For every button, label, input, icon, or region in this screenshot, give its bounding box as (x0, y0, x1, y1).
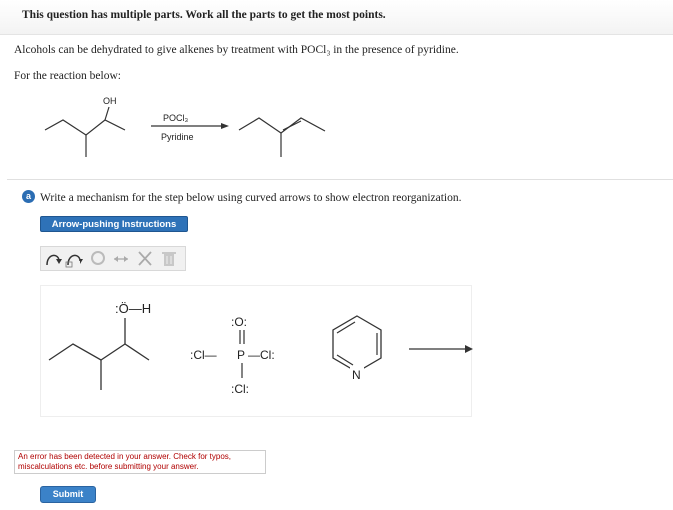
mechanism-arrowhead (465, 345, 473, 353)
half-arrow-tool-icon[interactable] (65, 249, 85, 268)
part-badge: a (22, 190, 35, 203)
submit-button[interactable]: Submit (40, 486, 96, 503)
part-instruction: Write a mechanism for the step below using curved arrows to show electron reorganization. (40, 192, 462, 204)
phosphorus-label: P (237, 348, 246, 362)
pyridine-double-3 (337, 355, 353, 365)
reaction-drawing (43, 93, 328, 163)
chlorine-bottom-label: :Cl: (231, 382, 249, 396)
curved-arrow-tool-icon[interactable] (44, 249, 64, 268)
pyridine-ring (333, 316, 381, 372)
mechanism-toolbar (40, 246, 186, 271)
reactant-chain (45, 120, 125, 135)
alcohol-chain (49, 344, 149, 360)
lasso-tool-icon[interactable] (88, 249, 108, 268)
reaction-arrowhead (221, 123, 229, 129)
oh-bond (105, 107, 109, 120)
section-divider (7, 179, 673, 180)
reagent-pyridine: Pyridine (161, 132, 194, 142)
error-message: An error has been detected in your answer. Check for typos, miscalculations etc. before submitting your answer. (14, 450, 266, 474)
nitrogen-label: N (352, 368, 361, 382)
intro-text: Alcohols can be dehydrated to give alkenes by treatment with POCl₃ in the presence of pyridine. (14, 44, 459, 56)
chlorine-right-label: —Cl: (248, 348, 275, 362)
question-header: This question has multiple parts. Work all the parts to get the most points. (22, 9, 386, 21)
hydroxyl-label: :Ö—H (115, 301, 152, 316)
product-chain (239, 118, 325, 133)
oh-label: OH (103, 96, 117, 106)
page-header (0, 0, 673, 35)
arrow-pushing-instructions-button[interactable]: Arrow-pushing Instructions (40, 216, 188, 232)
trash-tool-icon[interactable] (159, 249, 179, 268)
reaction-scheme (43, 93, 328, 163)
pyridine-double-1 (337, 322, 355, 333)
mechanism-drawing (41, 286, 473, 418)
product-double-bond (283, 121, 301, 130)
erase-tool-icon[interactable] (135, 249, 155, 268)
reagent-pocl3: POCl₃ (163, 113, 189, 123)
mechanism-canvas[interactable] (40, 285, 472, 417)
resonance-arrow-tool-icon[interactable] (111, 249, 131, 268)
oxygen-double-label: :O: (231, 315, 248, 329)
chlorine-left-label: :Cl— (190, 348, 217, 362)
intro-reaction-label: For the reaction below: (14, 70, 121, 82)
